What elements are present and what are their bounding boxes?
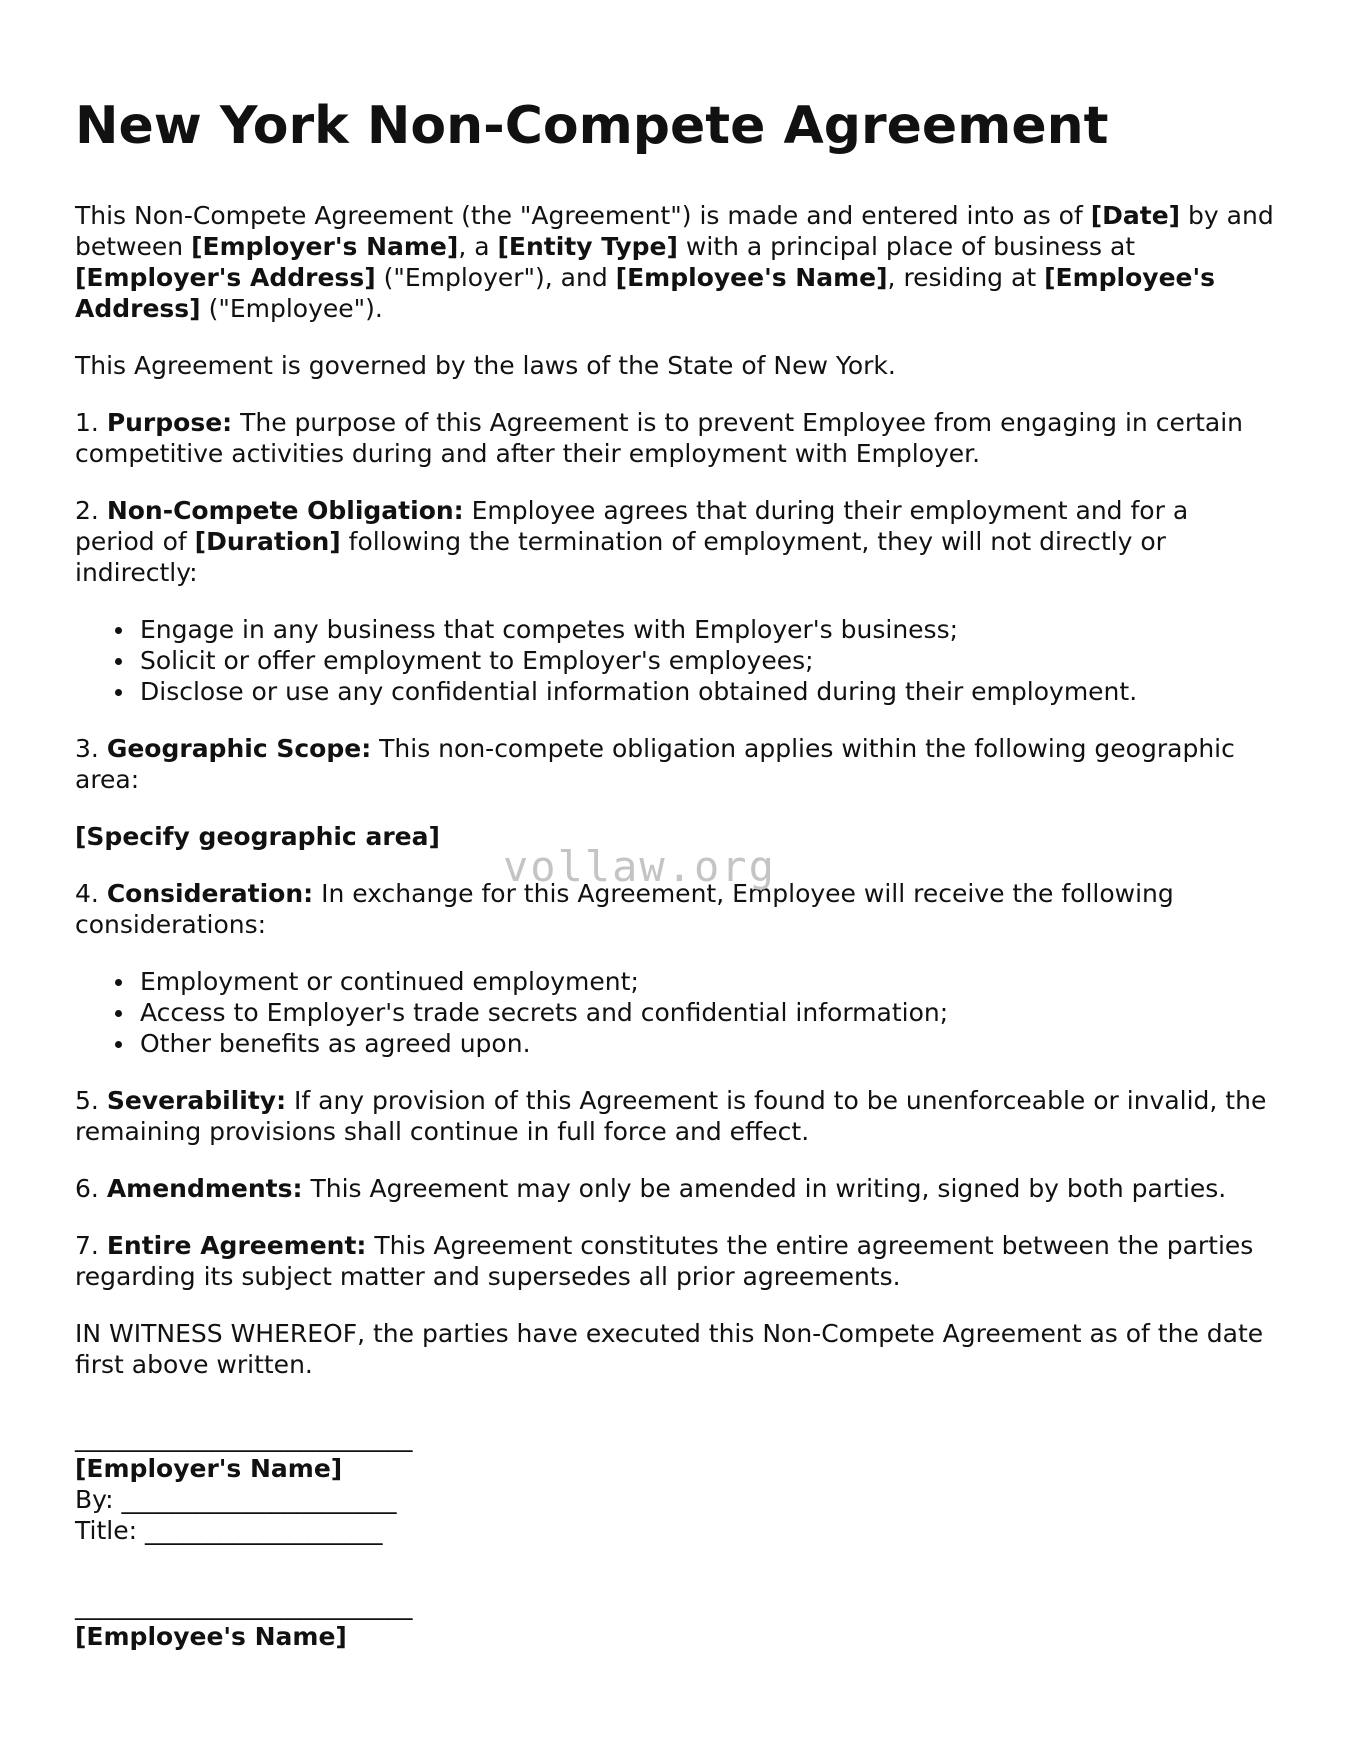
consideration-list [75, 966, 1275, 1059]
document-title: New York Non-Compete Agreement [75, 96, 1109, 156]
section-heading: Amendments: [106, 1174, 303, 1203]
bullet-icon [115, 627, 122, 634]
list-item: Employment or continued employment; [75, 966, 1275, 997]
section-amendments: 6. Amendments: This Agreement may only be amended in writing, signed by both parties. [75, 1174, 1227, 1203]
bullet-icon [115, 1041, 122, 1048]
employee-signature-name: [Employee's Name] [75, 1622, 347, 1651]
watermark: vollaw.org [503, 842, 776, 891]
section-heading: Purpose: [106, 408, 233, 437]
by-line: By: ______________________ [75, 1485, 397, 1514]
list-item: Solicit or offer employment to Employer's employees; [75, 645, 1275, 676]
employer-name-placeholder: [Employer's Name] [191, 232, 459, 261]
document-page [75, 90, 1275, 1652]
signature-line: ___________________________ [75, 1423, 413, 1452]
employee-signature-block [75, 1590, 1275, 1652]
list-item: Other benefits as agreed upon. [75, 1028, 1275, 1059]
employee-address-placeholder: [Employee's Address] [75, 263, 1216, 323]
list-item: Disclose or use any confidential information obtained during their employment. [75, 676, 1275, 707]
list-item: Access to Employer's trade secrets and confidential information; [75, 997, 1275, 1028]
bullet-icon [115, 979, 122, 986]
date-placeholder: [Date] [1090, 201, 1181, 230]
witness-paragraph: IN WITNESS WHEREOF, the parties have executed this Non-Compete Agreement as of the date first above written. [75, 1319, 1264, 1379]
employee-name-placeholder: [Employee's Name] [615, 263, 888, 292]
section-geographic-scope: 3. Geographic Scope: This non-compete obligation applies within the following geographic area: [75, 734, 1235, 794]
section-heading: Consideration: [106, 879, 314, 908]
obligation-list [75, 614, 1275, 707]
employer-signature-block [75, 1422, 1275, 1546]
employer-signature-name: [Employer's Name] [75, 1454, 343, 1483]
employer-address-placeholder: [Employer's Address] [75, 263, 376, 292]
section-severability: 5. Severability: If any provision of this Agreement is found to be unenforceable or invalid, the remaining provisions shall continue in full force and effect. [75, 1086, 1267, 1146]
governing-law-paragraph: This Agreement is governed by the laws of the State of New York. [75, 351, 896, 380]
title-line: Title: ___________________ [75, 1516, 383, 1545]
section-consideration: 4. Consideration: In exchange for this Agreement, Employee will receive the following considerations: [75, 879, 1174, 939]
bullet-icon [115, 689, 122, 696]
bullet-icon [115, 1010, 122, 1017]
intro-paragraph: This Non-Compete Agreement (the "Agreement") is made and entered into as of [Date] by and between [Employer's Name], a [Entity Type] with a principal place of business at [Employer's Address] ("Employer"), and [Employee's Name], residing at [Employee's Address] ("Employee"). [75, 201, 1274, 323]
section-entire-agreement: 7. Entire Agreement: This Agreement constitutes the entire agreement between the parties regarding its subject matter and supersedes all prior agreements. [75, 1231, 1254, 1291]
section-heading: Non-Compete Obligation: [106, 496, 464, 525]
geographic-area-placeholder: [Specify geographic area] [75, 822, 440, 851]
signature-line: ___________________________ [75, 1591, 413, 1620]
section-heading: Severability: [106, 1086, 287, 1115]
entity-type-placeholder: [Entity Type] [497, 232, 678, 261]
section-purpose: 1. Purpose: The purpose of this Agreement is to prevent Employee from engaging in certain competitive activities during and after their employment with Employer. [75, 408, 1244, 468]
section-non-compete-obligation: 2. Non-Compete Obligation: Employee agrees that during their employment and for a period of [Duration] following the termination of employment, they will not directly or indirectly: [75, 496, 1189, 587]
section-heading: Entire Agreement: [106, 1231, 367, 1260]
section-heading: Geographic Scope: [106, 734, 372, 763]
list-item: Engage in any business that competes with Employer's business; [75, 614, 1275, 645]
duration-placeholder: [Duration] [194, 527, 341, 556]
bullet-icon [115, 658, 122, 665]
